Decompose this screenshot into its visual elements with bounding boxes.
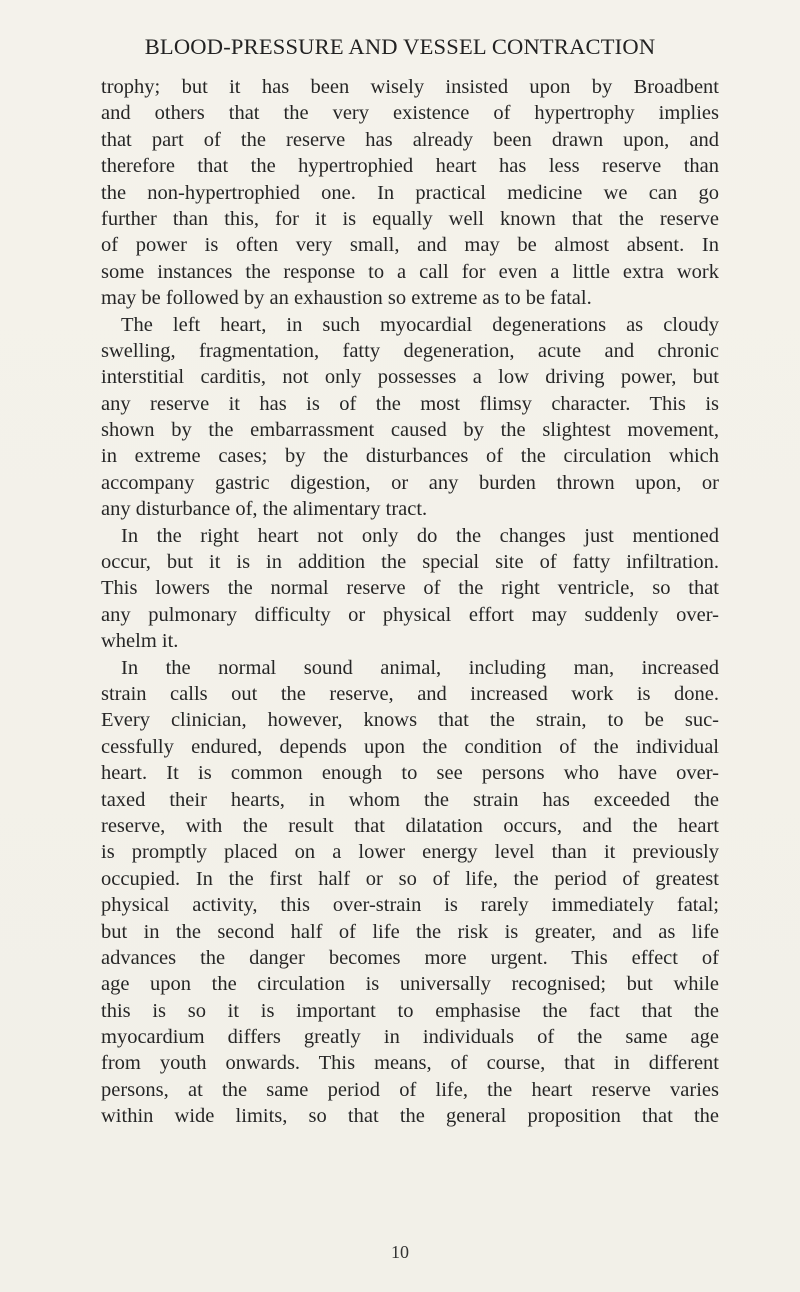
text-line: myocardium differs greatly in individuals of the same age bbox=[101, 1026, 719, 1049]
text-line: but in the second half of life the risk is greater, and as life bbox=[101, 920, 719, 943]
text-line: occur, but it is in addition the special site of fatty infiltration. bbox=[101, 551, 719, 574]
text-line: In the right heart not only do the changes just mentioned bbox=[121, 524, 719, 547]
text-line: in extreme cases; by the disturbances of the circulation which bbox=[101, 445, 719, 468]
text-line: is promptly placed on a lower energy level than it previously bbox=[101, 841, 719, 864]
text-line: age upon the circulation is universally recognised; but while bbox=[101, 973, 719, 996]
text-line: any disturbance of, the alimentary tract. bbox=[101, 498, 428, 521]
text-line: strain calls out the reserve, and increased work is done. bbox=[101, 682, 719, 705]
text-line: trophy; but it has been wisely insisted upon by Broadbent bbox=[101, 76, 719, 98]
text-line: This lowers the normal reserve of the right ventricle, so that bbox=[101, 577, 719, 600]
text-line: reserve, with the result that dilatation occurs, and the heart bbox=[101, 814, 719, 837]
text-line: and others that the very existence of hypertrophy implies bbox=[101, 102, 719, 125]
text-line: further than this, for it is equally well known that the reserve bbox=[101, 207, 719, 230]
text-line: may be followed by an exhaustion so extreme as to be fatal. bbox=[101, 287, 592, 310]
text-line: from youth onwards. This means, of course, that in different bbox=[101, 1052, 719, 1075]
text-line: that part of the reserve has already been drawn upon, and bbox=[101, 128, 719, 151]
text-line: swelling, fragmentation, fatty degeneration, acute and chronic bbox=[101, 339, 719, 362]
text-line: the non-hypertrophied one. In practical medicine we can go bbox=[101, 181, 719, 204]
text-line: In the normal sound animal, including man, increased bbox=[121, 656, 719, 679]
text-line: taxed their hearts, in whom the strain has exceeded the bbox=[101, 788, 719, 811]
text-line: occupied. In the first half or so of life, the period of greatest bbox=[101, 867, 719, 890]
page-number: 10 bbox=[391, 1242, 409, 1262]
text-line: persons, at the same period of life, the heart reserve varies bbox=[101, 1078, 719, 1101]
text-line: physical activity, this over-strain is rarely immediately fatal; bbox=[101, 894, 719, 917]
text-line: of power is often very small, and may be almost absent. In bbox=[101, 234, 719, 257]
text-line: this is so it is important to emphasise the fact that the bbox=[101, 999, 719, 1022]
running-head: BLOOD-PRESSURE AND VESSEL CONTRACTION bbox=[144, 34, 656, 59]
text-line: cessfully endured, depends upon the condition of the individual bbox=[101, 735, 719, 758]
text-line: therefore that the hypertrophied heart has less reserve than bbox=[101, 155, 719, 178]
text-line: Every clinician, however, knows that the strain, to be suc- bbox=[101, 709, 719, 732]
text-line: any pulmonary difficulty or physical effort may suddenly over- bbox=[101, 603, 719, 626]
text-line: some instances the response to a call for even a little extra work bbox=[101, 260, 719, 283]
text-line: interstitial carditis, not only possesses a low driving power, but bbox=[101, 366, 719, 389]
text-line: shown by the embarrassment caused by the slightest movement, bbox=[101, 419, 719, 442]
text-line: The left heart, in such myocardial degenerations as cloudy bbox=[121, 313, 719, 336]
text-line: within wide limits, so that the general proposition that the bbox=[101, 1105, 719, 1128]
body-text bbox=[101, 74, 719, 1130]
text-line: any reserve it has is of the most flimsy character. This is bbox=[101, 392, 719, 415]
text-line: accompany gastric digestion, or any burden thrown upon, or bbox=[101, 471, 719, 494]
text-line: advances the danger becomes more urgent. This effect of bbox=[101, 946, 719, 969]
text-line: heart. It is common enough to see persons who have over- bbox=[101, 762, 719, 785]
text-line: whelm it. bbox=[101, 630, 179, 653]
